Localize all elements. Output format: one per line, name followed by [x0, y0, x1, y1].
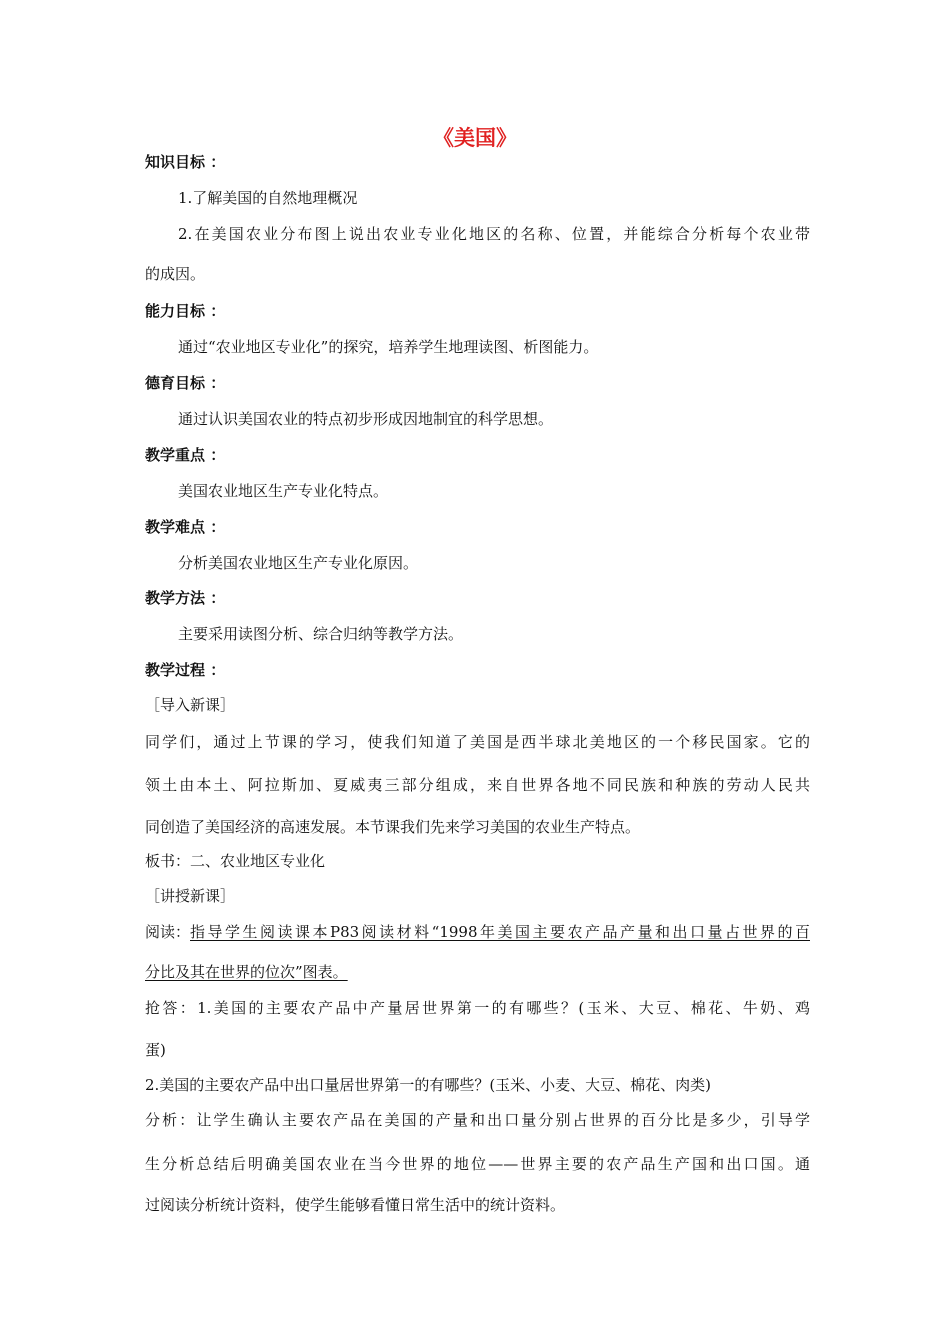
reading-assignment-text: 指导学生阅读课本P83阅读材料“1998年美国主要农产品产量和出口量占世界的百: [190, 923, 810, 941]
question-1-line-2: 蛋): [145, 1041, 166, 1059]
key-point-heading: 教学重点 ：: [145, 446, 226, 464]
question-2: 2.美国的主要农产品中出口量居世界第一的有哪些？(玉米、小麦、大豆、棉花、肉类): [145, 1076, 712, 1094]
analysis-line-2: 生分析总结后明确美国农业在当今世界的地位——世界主要的农产品生产国和出口国。通: [145, 1155, 810, 1173]
knowledge-goal-item-1: 1.了解美国的自然地理概况: [178, 189, 358, 207]
reading-line-1: [145, 922, 810, 942]
knowledge-goal-item-2-line-2: 的成因。: [145, 265, 206, 283]
method-heading: 教学方法 ：: [145, 589, 226, 607]
intro-label: ［导入新课］: [145, 696, 236, 714]
page-title: 《美国》: [433, 126, 517, 150]
board-note: 板书：二、农业地区专业化: [145, 852, 326, 870]
knowledge-goal-heading: 知识目标 ：: [145, 153, 226, 171]
difficulty-heading: 教学难点 ：: [145, 518, 226, 536]
question-1-line-1: 抢答：1.美国的主要农产品中产量居世界第一的有哪些？(玉米、大豆、棉花、牛奶、鸡: [145, 999, 810, 1017]
intro-line-2: 领土由本土、阿拉斯加、夏威夷三部分组成，来自世界各地不同民族和种族的劳动人民共: [145, 776, 810, 794]
method-text: 主要采用读图分析、综合归纳等教学方法。: [178, 625, 464, 643]
intro-line-1: 同学们，通过上节课的学习，使我们知道了美国是西半球北美地区的一个移民国家。它的: [145, 733, 810, 751]
analysis-line-3: 过阅读分析统计资料，使学生能够看懂日常生活中的统计资料。: [145, 1196, 566, 1214]
key-point-text: 美国农业地区生产专业化特点。: [178, 482, 389, 500]
process-heading: 教学过程 ：: [145, 661, 226, 679]
lecture-label: ［讲授新课］: [145, 887, 236, 905]
analysis-line-1: 分析：让学生确认主要农产品在美国的产量和出口量分别占世界的百分比是多少，引导学: [145, 1111, 810, 1129]
reading-prefix: 阅读：: [145, 923, 191, 941]
reading-assignment-text-cont: 分比及其在世界的位次”图表。: [145, 963, 348, 981]
reading-line-2: [145, 962, 810, 982]
ability-goal-text: 通过“农业地区专业化”的探究，培养学生地理读图、析图能力。: [178, 338, 599, 356]
difficulty-text: 分析美国农业地区生产专业化原因。: [178, 554, 419, 572]
moral-goal-text: 通过认识美国农业的特点初步形成因地制宜的科学思想。: [178, 410, 554, 428]
intro-line-3: 同创造了美国经济的高速发展。本节课我们先来学习美国的农业生产特点。: [145, 818, 641, 836]
knowledge-goal-item-2-line-1: 2.在美国农业分布图上说出农业专业化地区的名称、位置，并能综合分析每个农业带: [178, 225, 810, 243]
moral-goal-heading: 德育目标 ：: [145, 374, 226, 392]
ability-goal-heading: 能力目标 ：: [145, 302, 226, 320]
